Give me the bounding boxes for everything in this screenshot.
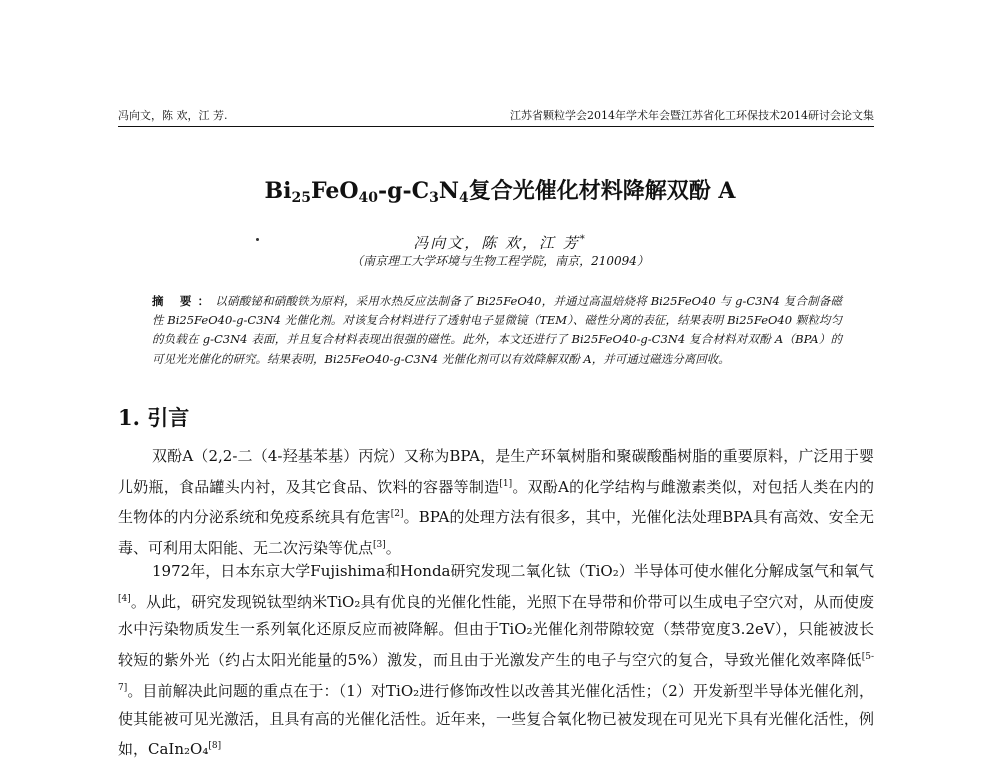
paper-title <box>0 176 1000 213</box>
citation: [4] <box>118 593 131 604</box>
paragraph-2 <box>118 558 874 764</box>
running-header <box>118 108 874 127</box>
abstract-label: 摘 要： <box>152 294 216 308</box>
abstract-text: 以硝酸铋和硝酸铁为原料，采用水热反应法制备了 Bi25FeO40，并通过高温焙烧将 Bi25FeO40 与 g-C3N4 复合制备磁性 Bi25FeO40-g-C3N4 光催化剂。对该复合材料进行了透射电子显微镜（TEM）、磁性分离的表征，结果表明 Bi25FeO40 颗粒均匀的负载在 g-C3N4 表面，并且复合材料表现出很强的磁性。此外，本文还进行了 Bi25FeO40-g-C3N4 复合材料对双酚 A（BPA）的可见光光催化的研究。结果表明，Bi25FeO40-g-C3N4 光催化剂可以有效降解双酚 A，并可通过磁选分离回收。 <box>152 294 842 366</box>
p2-text-c: 。目前解决此问题的重点在于：（1）对TiO₂进行修饰改性以改善其光催化活性；（2）开发新型半导体光催化剂，使其能被可见光激活，且具有高的光催化活性。近年来，一些复合氧化物已被发现在可见光下具有光催化活性，例如，CaIn₂O₄ <box>118 681 874 759</box>
p1-text-b: 。双酚A的化学结构与雌激素类似，对包括人类在内的生物体的内分泌系统和免疫系统具有危害 <box>118 477 874 527</box>
citation: [2] <box>390 509 404 520</box>
section-heading: 1. 引言 <box>118 405 190 430</box>
title-n: N <box>438 178 460 204</box>
p1-text-d: 。 <box>385 539 401 558</box>
citation: [3] <box>373 540 386 551</box>
p1-text-c: 。BPA的处理方法有很多，其中，光催化法处理BPA具有高效、安全无毒、可利用太阳能、无二次污染等优点 <box>118 508 874 558</box>
citation: [1] <box>499 478 513 489</box>
title-gc: -g-C <box>378 178 430 204</box>
header-authors: 冯向文，陈 欢，江 芳. <box>118 109 228 122</box>
p1-text-a: 双酚A（2,2-二（4-羟基苯基）丙烷）又称为BPA，是生产环氧树脂和聚碳酸酯树脂的重要原料，广泛用于婴儿奶瓶，食品罐头内衬，及其它食品、饮料的容器等制造 <box>118 447 874 496</box>
citation: [8] <box>208 741 222 752</box>
title-sub-3: 3 <box>429 190 439 206</box>
title-bi: Bi <box>264 178 292 204</box>
author-names: 冯向文，陈 欢，江 芳 <box>413 234 580 252</box>
p2-text-b: 。从此，研究发现锐钛型纳米TiO₂具有优良的光催化性能，光照下在导带和价带可以生成电子空穴对，从而使废水中污染物质发生一系列氧化还原反应而被降解。但由于TiO₂光催化剂带隙较宽（禁带宽度3.2eV），只能被波长较短的紫外光（约占太阳光能量的5%）激发，而且由于光激发产生的电子与空穴的复合，导致光催化效率降低 <box>118 592 874 670</box>
paragraph-1 <box>118 443 874 563</box>
affiliation: （南京理工大学环境与生物工程学院，南京，210094） <box>351 254 649 268</box>
citation: [5-7] <box>118 652 874 693</box>
title-rest: 复合光催化材料降解双酚 A <box>468 178 736 204</box>
title-sub-40: 40 <box>358 190 378 206</box>
title-sub-25: 25 <box>291 190 311 206</box>
author-list <box>0 230 1000 253</box>
corresponding-mark: * <box>579 234 587 245</box>
abstract <box>152 292 842 369</box>
header-proceedings: 江苏省颗粒学会2014年学术年会暨江苏省化工环保技术2014研讨会论文集 <box>510 109 874 122</box>
title-feo: FeO <box>310 178 359 204</box>
p2-text-a: 1972年，日本东京大学Fujishima和Honda研究发现二氧化钛（TiO₂）半导体可使水催化分解成氢气和氧气 <box>152 562 874 580</box>
title-sub-4: 4 <box>459 190 469 206</box>
